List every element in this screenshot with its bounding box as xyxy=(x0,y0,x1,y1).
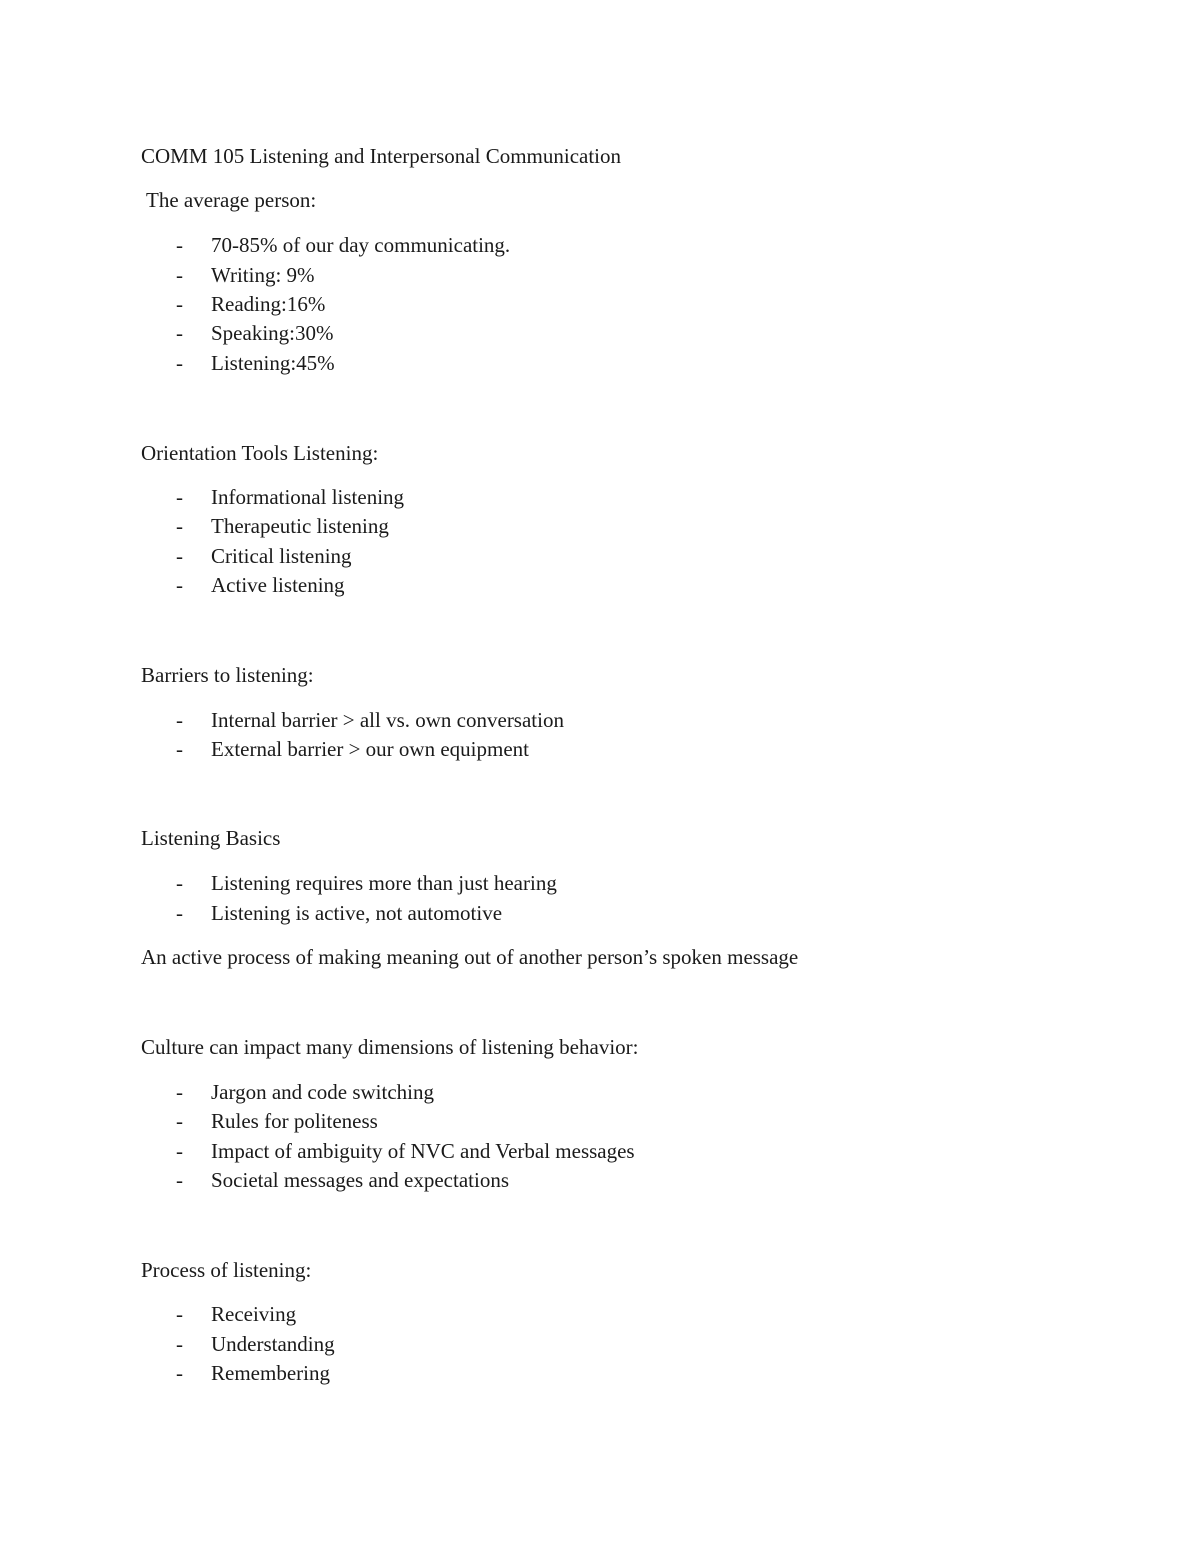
section-heading-process: Process of listening: xyxy=(141,1258,312,1282)
list-item-text: Critical listening xyxy=(211,544,352,568)
bullet-dash: - xyxy=(176,1080,183,1104)
list-item-text: 70-85% of our day communicating. xyxy=(211,233,511,257)
bullet-dash: - xyxy=(176,573,183,597)
bullet-dash: - xyxy=(176,485,183,509)
list-item-text: Therapeutic listening xyxy=(211,514,389,538)
bullet-dash: - xyxy=(176,1109,183,1133)
section-heading-listening-basics: Listening Basics xyxy=(141,826,281,850)
list-item-text: Reading:16% xyxy=(211,292,326,316)
list-item-text: Listening is active, not automotive xyxy=(211,901,503,925)
bullet-dash: - xyxy=(176,901,183,925)
bullet-dash: - xyxy=(176,871,183,895)
bullet-dash: - xyxy=(176,708,183,732)
bullet-dash: - xyxy=(176,292,183,316)
bullet-dash: - xyxy=(176,737,183,761)
list-item-text: Jargon and code switching xyxy=(211,1080,434,1104)
list-item-text: Active listening xyxy=(211,573,345,597)
bullet-dash: - xyxy=(176,1361,183,1385)
bullet-dash: - xyxy=(176,514,183,538)
list-item-text: Understanding xyxy=(211,1332,335,1356)
bullet-dash: - xyxy=(176,233,183,257)
list-item-text: External barrier > our own equipment xyxy=(211,737,529,761)
list-item-text: Societal messages and expectations xyxy=(211,1168,509,1192)
document-title: COMM 105 Listening and Interpersonal Communication xyxy=(141,144,622,168)
list-item-text: Informational listening xyxy=(211,485,405,509)
list-item-text: Writing: 9% xyxy=(211,263,315,287)
section-heading-orientation-tools: Orientation Tools Listening: xyxy=(141,441,379,465)
definition-paragraph: An active process of making meaning out of another person’s spoken message xyxy=(141,945,799,969)
list-item-text: Listening requires more than just hearing xyxy=(211,871,557,895)
list-item-text: Impact of ambiguity of NVC and Verbal messages xyxy=(211,1139,635,1163)
list-item-text: Speaking:30% xyxy=(211,321,334,345)
list-item-text: Remembering xyxy=(211,1361,330,1385)
section-heading-barriers: Barriers to listening: xyxy=(141,663,314,687)
list-item-text: Internal barrier > all vs. own conversation xyxy=(211,708,564,732)
bullet-dash: - xyxy=(176,544,183,568)
section-heading-average-person: The average person: xyxy=(146,188,317,212)
section-heading-culture: Culture can impact many dimensions of listening behavior: xyxy=(141,1035,639,1059)
list-item-text: Listening:45% xyxy=(211,351,335,375)
bullet-dash: - xyxy=(176,1302,183,1326)
bullet-dash: - xyxy=(176,1139,183,1163)
bullet-dash: - xyxy=(176,1168,183,1192)
bullet-dash: - xyxy=(176,351,183,375)
list-item-text: Rules for politeness xyxy=(211,1109,378,1133)
list-item-text: Receiving xyxy=(211,1302,297,1326)
bullet-dash: - xyxy=(176,263,183,287)
bullet-dash: - xyxy=(176,1332,183,1356)
bullet-dash: - xyxy=(176,321,183,345)
